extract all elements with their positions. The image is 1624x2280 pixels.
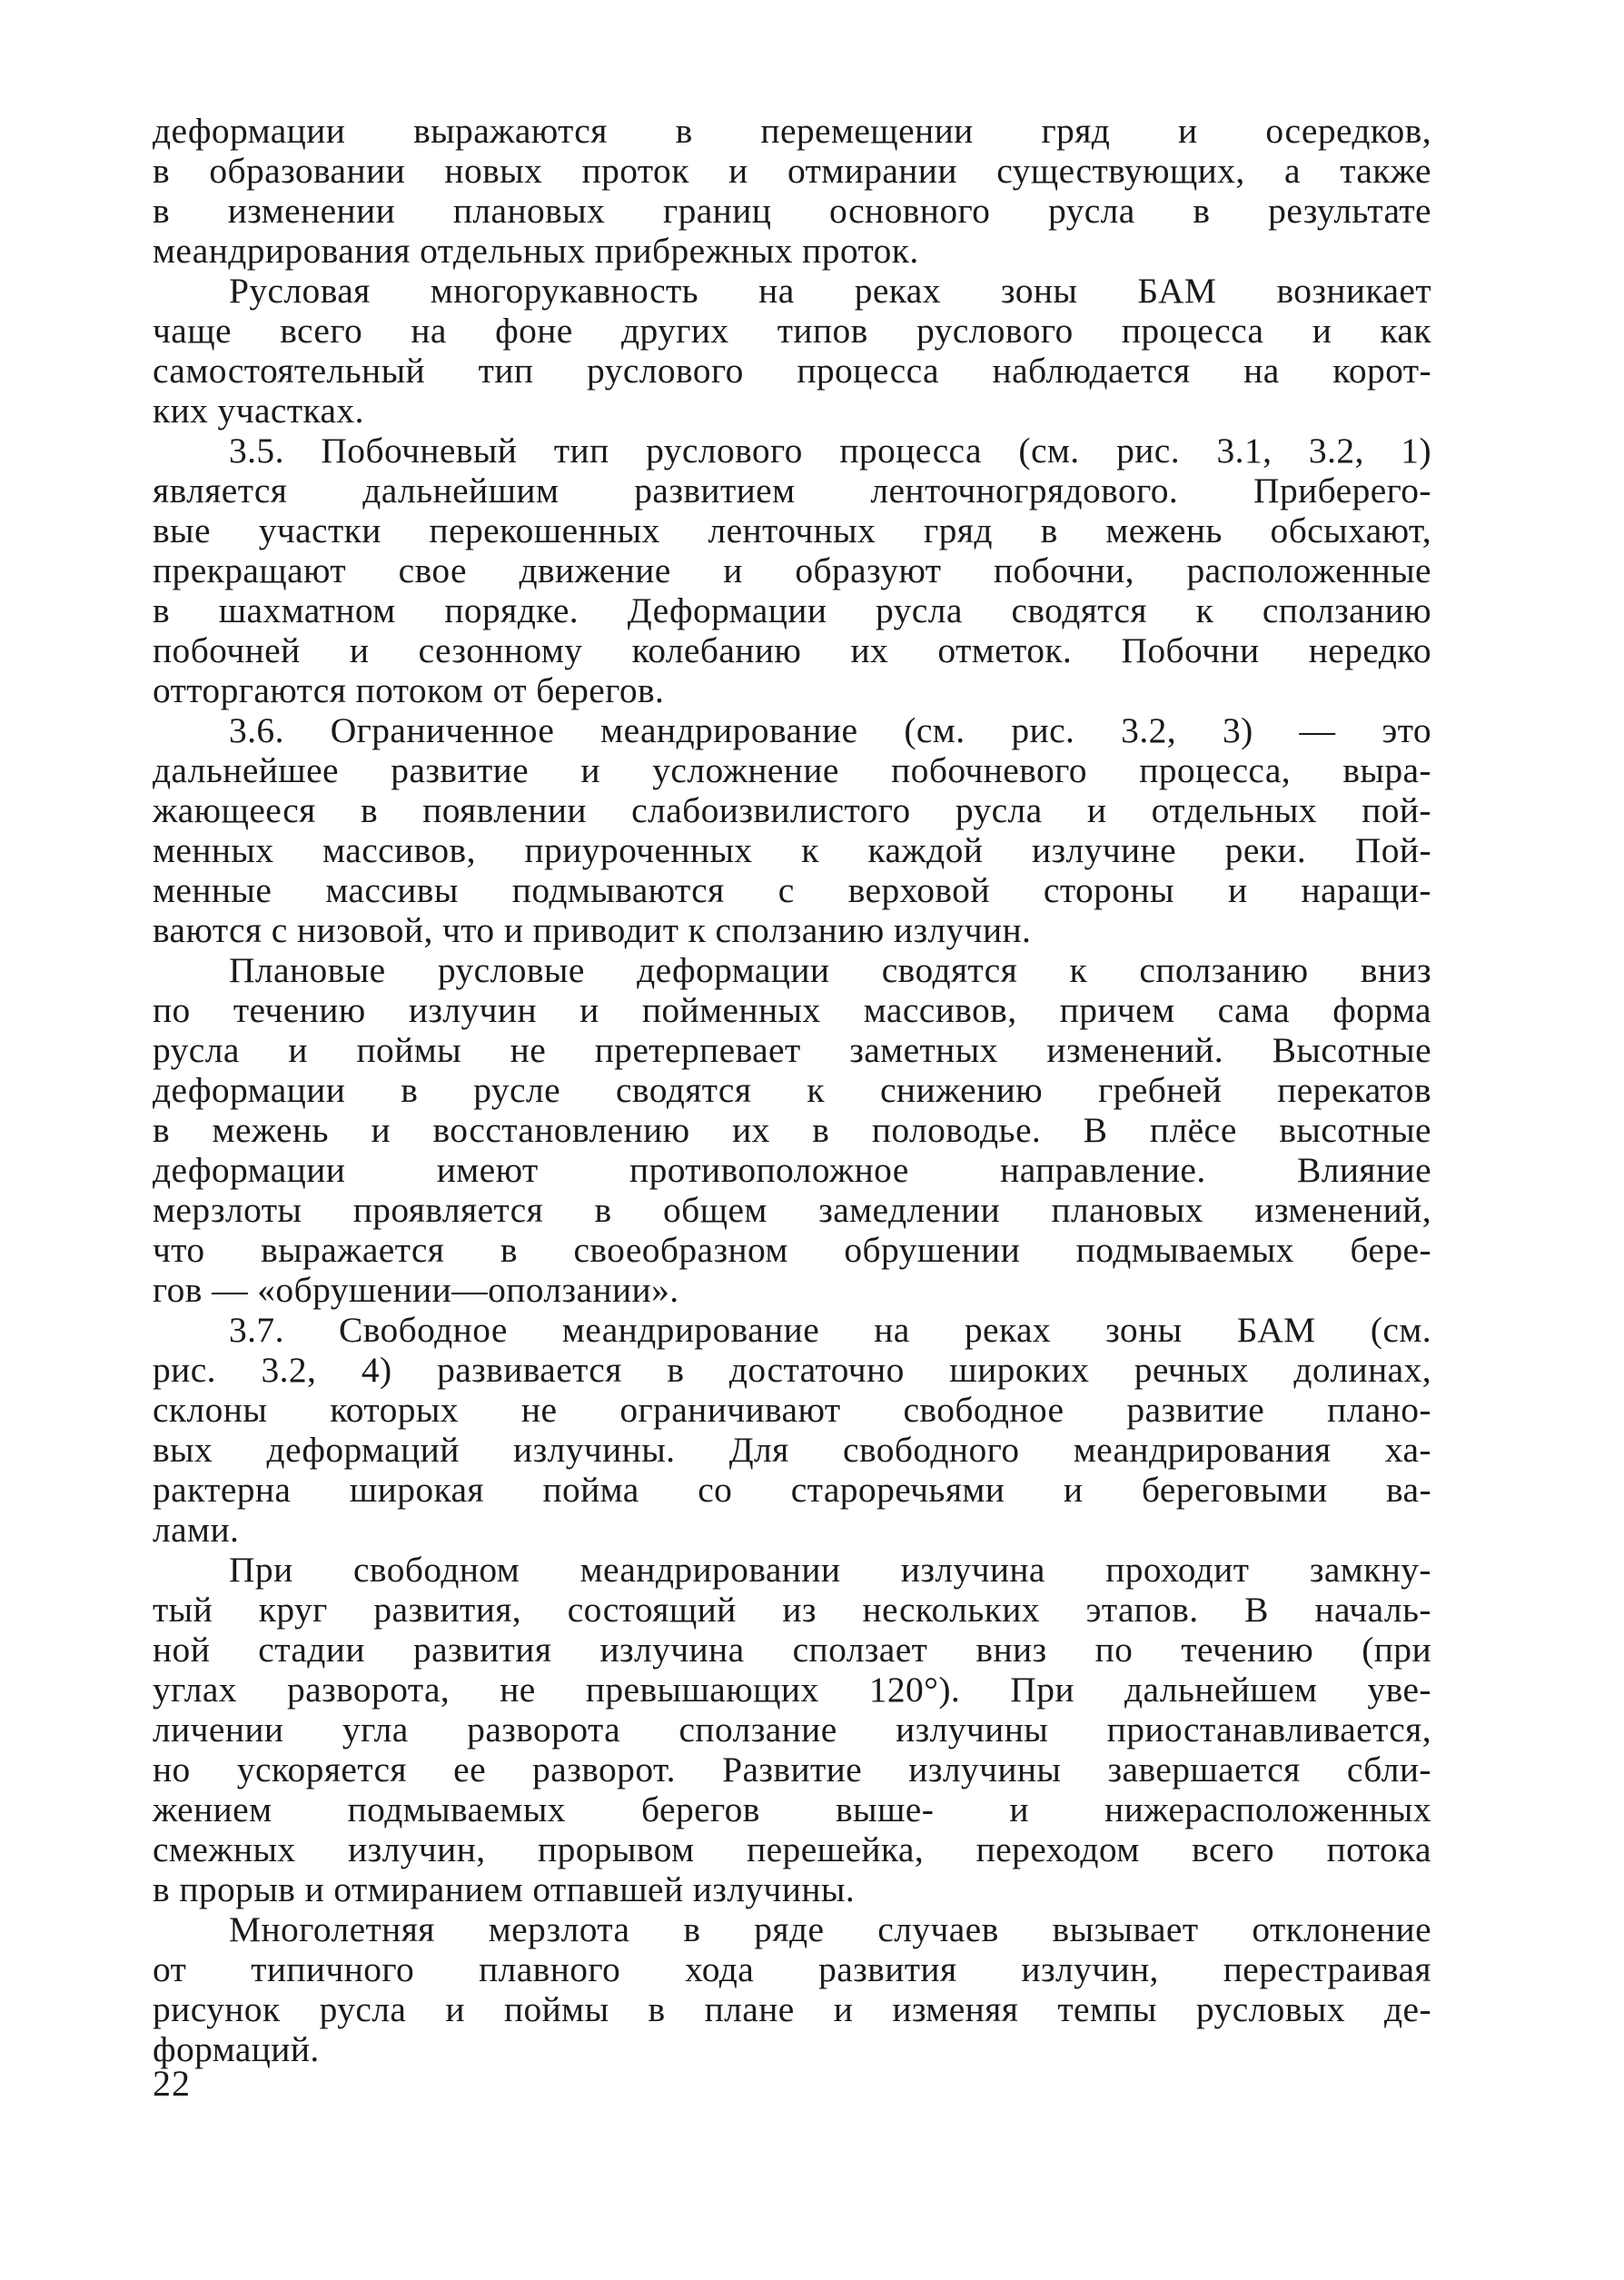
text-line: менные массивы подмываются с верховой стороны и наращи- — [153, 870, 1431, 910]
text-line: Плановые русловые деформации сводятся к сползанию вниз — [229, 950, 1431, 990]
text-line: в изменении плановых границ основного русла в результате — [153, 191, 1431, 231]
text-line: тый круг развития, состоящий из нескольких этапов. В началь- — [153, 1590, 1431, 1630]
text-line: от типичного плавного хода развития излучин, перестраивая — [153, 1949, 1431, 1989]
text-line: деформации имеют противоположное направление. Влияние — [153, 1150, 1431, 1190]
text-line: прекращают свое движение и образуют побочни, расположенные — [153, 550, 1431, 590]
text-line: дальнейшее развитие и усложнение побочневого процесса, выра- — [153, 750, 1431, 790]
text-line: вые участки перекошенных ленточных гряд в межень обсыхают, — [153, 511, 1431, 550]
text-line: вых деформаций излучины. Для свободного меандрирования ха- — [153, 1430, 1431, 1470]
text-line: гов — «обрушении—оползании». — [153, 1270, 679, 1310]
text-line: 3.5. Побочневый тип руслового процесса (см. рис. 3.1, 3.2, 1) — [229, 431, 1431, 471]
text-line: 3.6. Ограниченное меандрирование (см. рис. 3.2, 3) — это — [229, 710, 1431, 750]
text-line: в образовании новых проток и отмирании существующих, а также — [153, 151, 1431, 191]
page-body — [153, 111, 1431, 2069]
text-line: самостоятельный тип руслового процесса наблюдается на корот- — [153, 351, 1431, 391]
text-line: побочней и сезонному колебанию их отметок. Побочни нередко — [153, 630, 1431, 670]
paragraph — [153, 111, 1431, 271]
text-line: по течению излучин и пойменных массивов, причем сама форма — [153, 990, 1431, 1030]
text-line: ких участках. — [153, 391, 364, 431]
paragraph — [153, 710, 1431, 950]
text-line: рисунок русла и поймы в плане и изменяя темпы русловых де- — [153, 1989, 1431, 2029]
text-line: русла и поймы не претерпевает заметных изменений. Высотные — [153, 1030, 1431, 1070]
text-line: является дальнейшим развитием ленточногрядового. Приберего- — [153, 471, 1431, 511]
text-line: мерзлоты проявляется в общем замедлении плановых изменений, — [153, 1190, 1431, 1230]
text-line: ной стадии развития излучина сползает вниз по течению (при — [153, 1630, 1431, 1670]
text-block — [153, 111, 1431, 2069]
text-line: меандрирования отдельных прибрежных проток. — [153, 231, 919, 271]
text-line: лами. — [153, 1510, 240, 1550]
text-line: Многолетняя мерзлота в ряде случаев вызывает отклонение — [229, 1909, 1431, 1949]
text-line: деформации в русле сводятся к снижению гребней перекатов — [153, 1070, 1431, 1110]
text-line: углах разворота, не превышающих 120°). При дальнейшем уве- — [153, 1670, 1431, 1710]
text-line: в шахматном порядке. Деформации русла сводятся к сползанию — [153, 590, 1431, 630]
text-line: но ускоряется ее разворот. Развитие излучины завершается сбли- — [153, 1750, 1431, 1789]
text-line: отторгаются потоком от берегов. — [153, 670, 665, 710]
paragraph — [153, 271, 1431, 431]
text-line: 3.7. Свободное меандрирование на реках зоны БАМ (см. — [229, 1310, 1431, 1350]
paragraph — [153, 1550, 1431, 1909]
text-line: личении угла разворота сползание излучины приостанавливается, — [153, 1710, 1431, 1750]
text-line: смежных излучин, прорывом перешейка, переходом всего потока — [153, 1829, 1431, 1869]
text-line: рактерна широкая пойма со староречьями и береговыми ва- — [153, 1470, 1431, 1510]
text-line: склоны которых не ограничивают свободное развитие плано- — [153, 1390, 1431, 1430]
text-line: Русловая многорукавность на реках зоны БАМ возникает — [229, 271, 1431, 311]
text-line: рис. 3.2, 4) развивается в достаточно широких речных долинах, — [153, 1350, 1431, 1390]
text-line: в прорыв и отмиранием отпавшей излучины. — [153, 1869, 856, 1909]
page-number: 22 — [153, 2063, 191, 2104]
text-line: При свободном меандрировании излучина проходит замкну- — [229, 1550, 1431, 1590]
paragraph — [153, 1310, 1431, 1550]
paragraph — [153, 950, 1431, 1310]
paragraph — [153, 1909, 1431, 2069]
text-line: жением подмываемых берегов выше- и нижерасположенных — [153, 1789, 1431, 1829]
text-line: жающееся в появлении слабоизвилистого русла и отдельных пой- — [153, 790, 1431, 830]
paragraph — [153, 431, 1431, 710]
text-line: что выражается в своеобразном обрушении подмываемых бере- — [153, 1230, 1431, 1270]
text-line: менных массивов, приуроченных к каждой излучине реки. Пой- — [153, 830, 1431, 870]
text-line: деформации выражаются в перемещении гряд и осередков, — [153, 111, 1431, 151]
text-line: чаще всего на фоне других типов руслового процесса и как — [153, 311, 1431, 351]
text-line: в межень и восстановлению их в половодье. В плёсе высотные — [153, 1110, 1431, 1150]
text-line: формаций. — [153, 2029, 320, 2069]
text-line: ваются с низовой, что и приводит к сползанию излучин. — [153, 910, 1032, 950]
